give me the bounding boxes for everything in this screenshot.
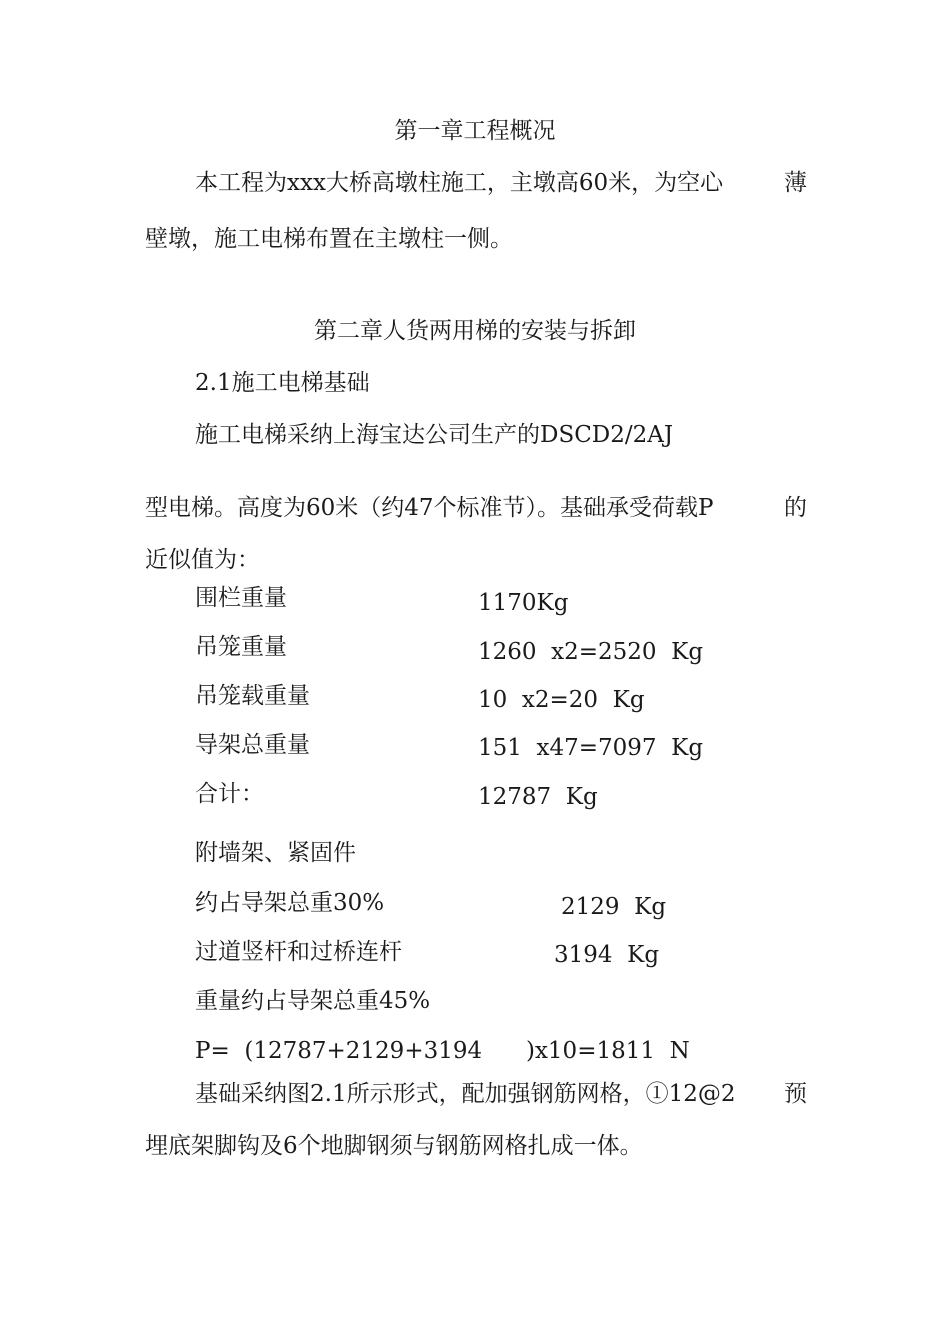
intro-line-2 bbox=[145, 493, 807, 523]
weight-label: 围栏重量 bbox=[195, 585, 287, 611]
foundation-line-1 bbox=[195, 1079, 807, 1109]
foundation-line-2: 埋底架脚钩及6个地脚钢须与钢筋网格扎成一体。 bbox=[145, 1133, 643, 1159]
chapter-1-paragraph-line-1 bbox=[195, 168, 807, 198]
chapter-2-title: 第二章人货两用梯的安装与拆卸 bbox=[314, 318, 636, 344]
formula-line: P= (12787+2129+3194 )x10=1811 N bbox=[195, 1038, 690, 1064]
section-title: 2.1施工电梯基础 bbox=[195, 370, 370, 396]
foundation-line-1-text: 基础采纳图2.1所示形式，配加强钢筋网格，①12@2 bbox=[195, 1081, 736, 1107]
attach-value: 3194 Kg bbox=[554, 942, 660, 968]
weight-value: 1170Kg bbox=[478, 590, 569, 616]
intro-line-2-text: 型电梯。高度为60米（约47个标准节）。基础承受荷载P bbox=[145, 495, 714, 521]
chapter-1-paragraph-line-1-text: 本工程为xxx大桥高墩柱施工，主墩高60米，为空心 bbox=[195, 170, 724, 196]
attach-label: 约占导架总重30% bbox=[195, 890, 385, 916]
attach-title: 附墙架、紧固件 bbox=[195, 840, 356, 866]
weight-label: 导架总重量 bbox=[195, 732, 310, 758]
weight-value: 12787 Kg bbox=[478, 784, 598, 810]
weight-label: 吊笼载重量 bbox=[195, 683, 310, 709]
intro-line-3: 近似值为： bbox=[145, 547, 260, 573]
intro-line-1: 施工电梯采纳上海宝达公司生产的DSCD2/2AJ bbox=[195, 422, 674, 448]
intro-line-2-end: 的 bbox=[784, 495, 807, 521]
attach-label: 过道竖杆和过桥连杆 bbox=[195, 939, 402, 965]
foundation-line-1-end: 预 bbox=[784, 1081, 807, 1107]
weight-value: 151 x47=7097 Kg bbox=[478, 735, 704, 761]
weight-value: 1260 x2=2520 Kg bbox=[478, 639, 704, 665]
weight-value: 10 x2=20 Kg bbox=[478, 687, 645, 713]
chapter-1-title: 第一章工程概况 bbox=[394, 118, 556, 144]
attach-value: 2129 Kg bbox=[561, 894, 667, 920]
weight-label: 吊笼重量 bbox=[195, 634, 287, 660]
weight-label: 合计： bbox=[195, 781, 264, 807]
chapter-1-paragraph-line-2: 壁墩，施工电梯布置在主墩柱一侧。 bbox=[145, 226, 513, 252]
chapter-1-paragraph-line-1-end: 薄 bbox=[784, 170, 807, 196]
ratio-line: 重量约占导架总重45% bbox=[195, 988, 431, 1014]
